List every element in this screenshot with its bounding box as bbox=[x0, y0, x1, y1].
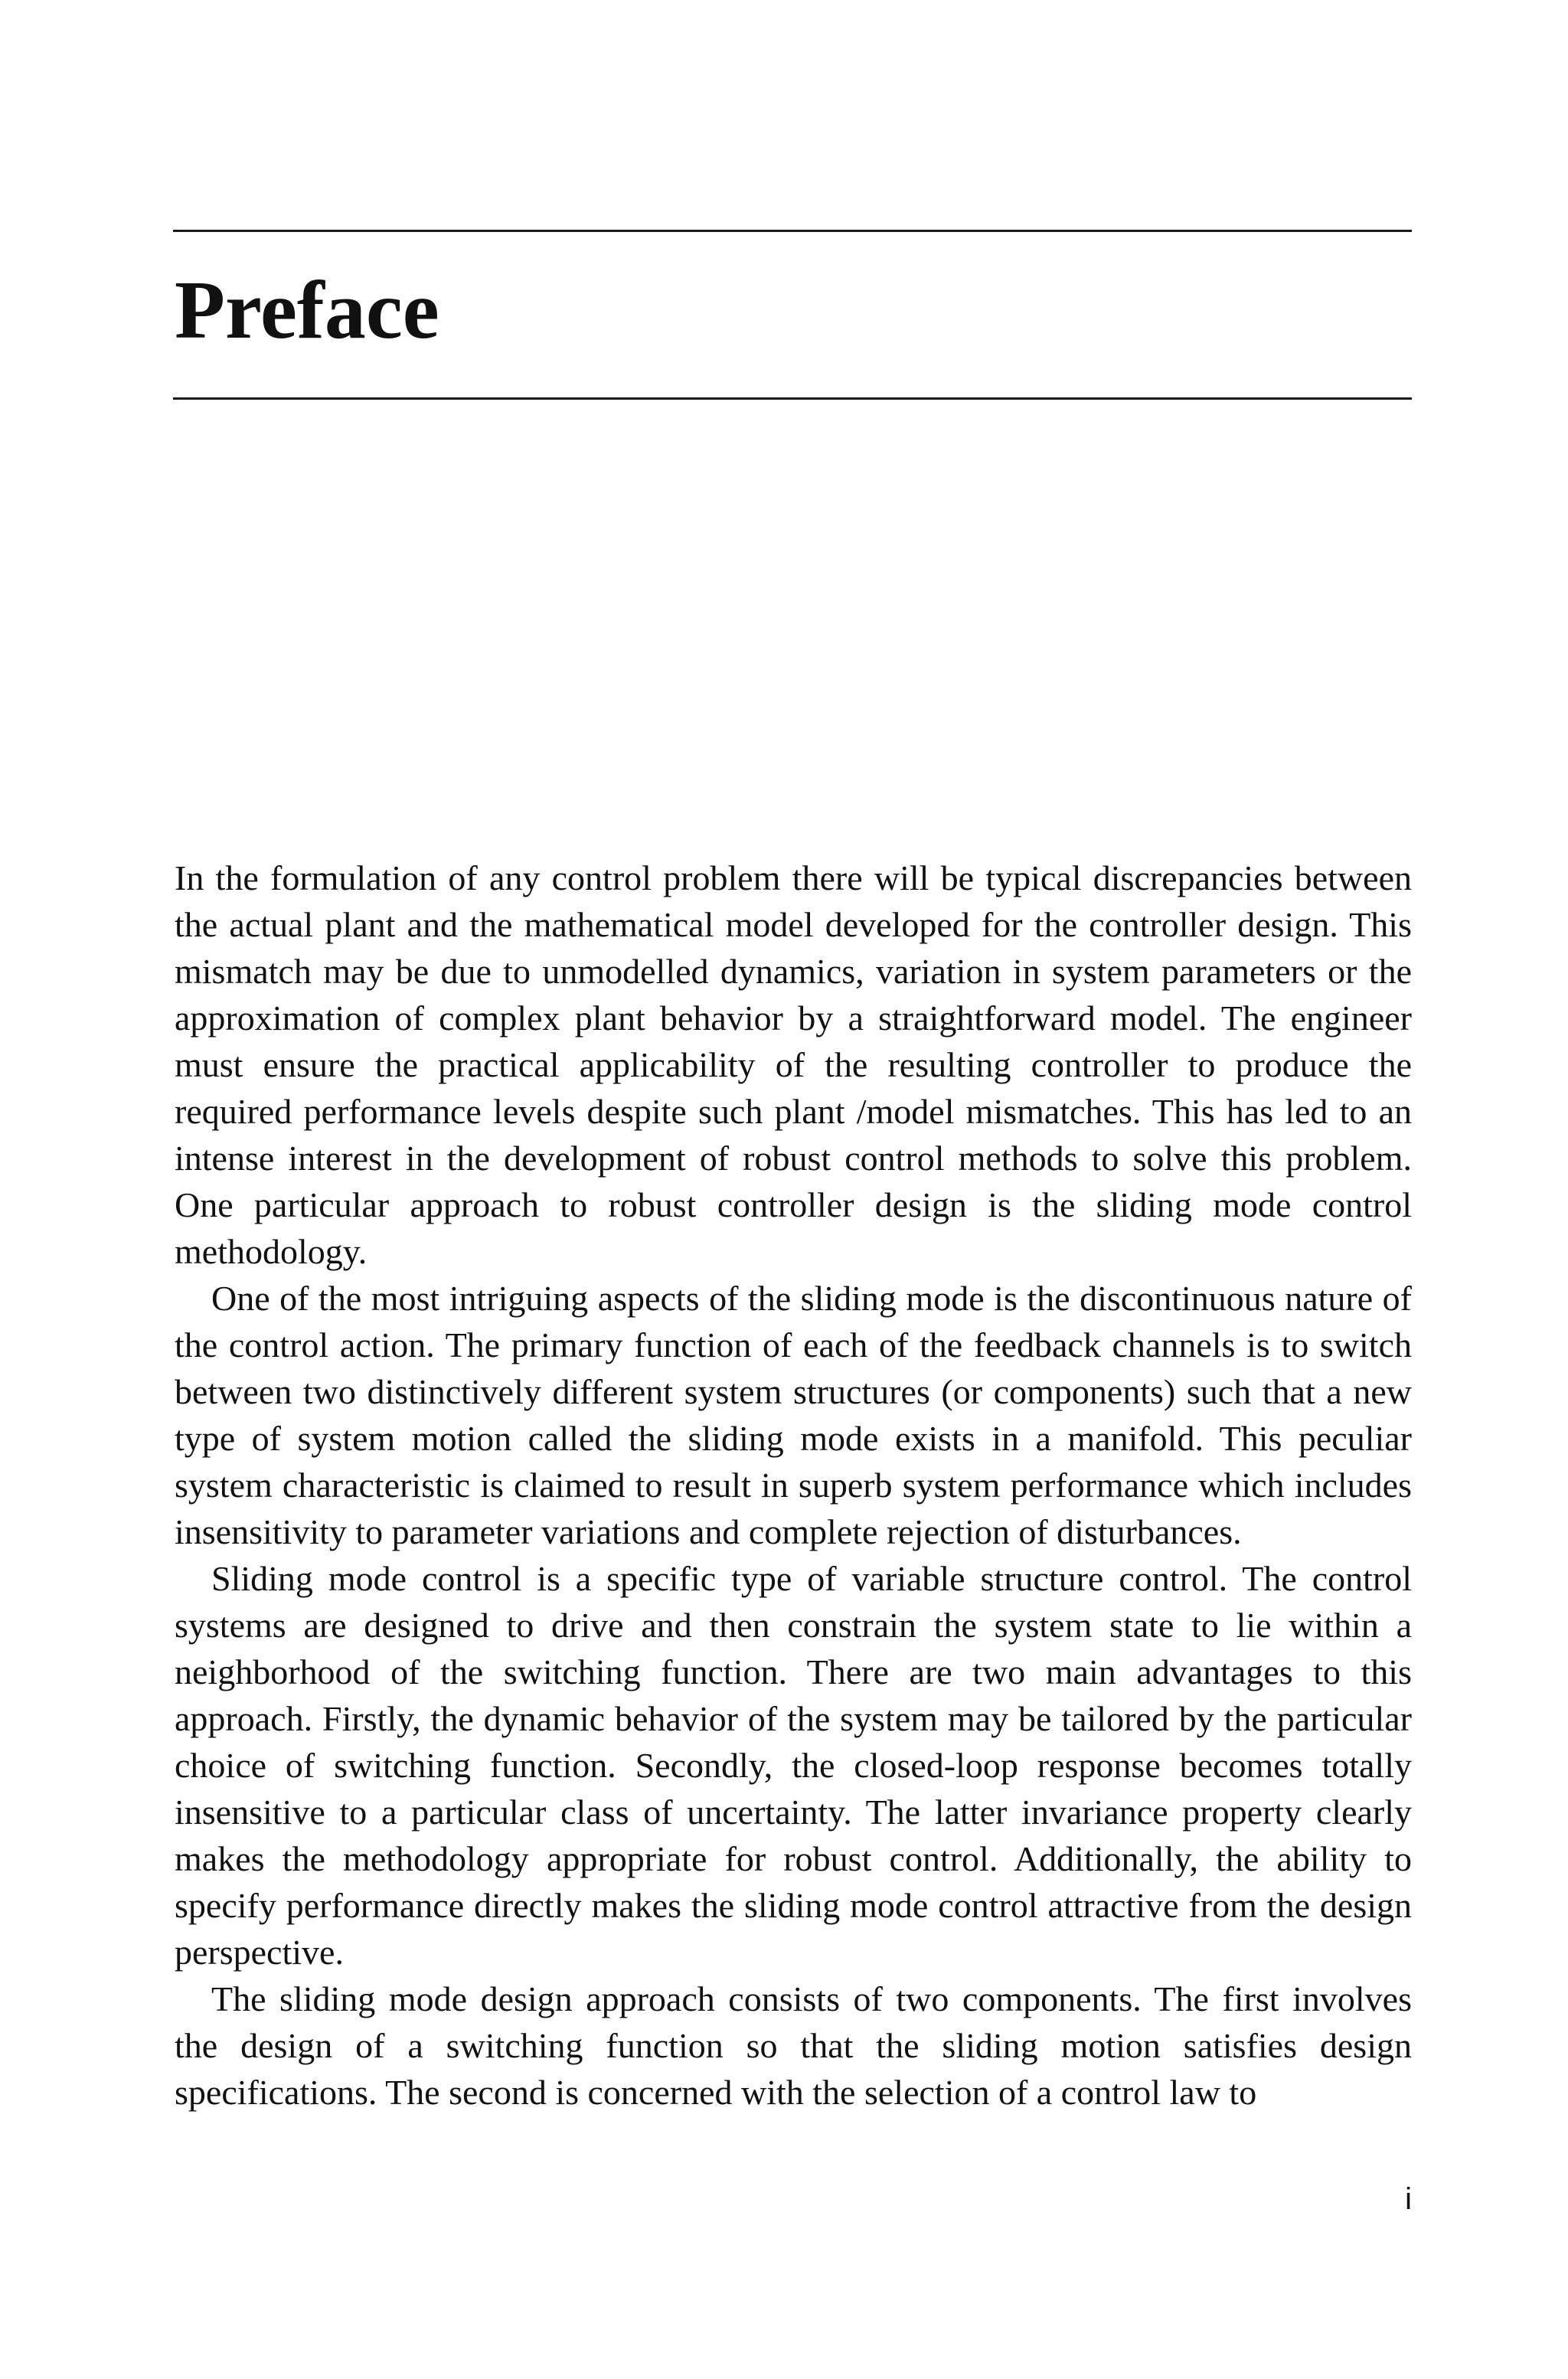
paragraph-1: In the formulation of any control problem there will be typical discrepancies between the actual plant and the mathematical model developed for the controller design. This mismatch may be due to unmodelled dynamics, variation in system parameters or the approximation of complex plant behavior by a straightforward model. The engineer must ensure the practical applicability of the resulting controller to produce the required performance levels despite such plant /model mismatches. This has led to an intense interest in the development of robust control methods to solve this problem. One particular approach to robust controller design is the sliding mode control methodology. bbox=[175, 858, 1412, 1271]
paragraph-4: The sliding mode design approach consists of two components. The first involves the design of a switching function so that the sliding motion satisfies design specifications. The second is concerned with the selection of a control law to bbox=[175, 1979, 1412, 2112]
title-rule-bottom bbox=[173, 397, 1412, 400]
page-title: Preface bbox=[175, 265, 439, 356]
paragraph-2: One of the most intriguing aspects of the sliding mode is the discontinuous nature of the control action. The primary function of each of the feedback channels is to switch between two distinctively different system structures (or components) such that a new type of system motion called the sliding mode exists in a manifold. This peculiar system characteristic is claimed to result in superb system performance which includes insensitivity to parameter variations and complete rejection of disturbances. bbox=[175, 1279, 1412, 1551]
paragraph-3: Sliding mode control is a specific type of variable structure control. The control systems are designed to drive and then constrain the system state to lie within a neighborhood of the switching function. There are two main advantages to this approach. Firstly, the dynamic behavior of the system may be tailored by the particular choice of switching function. Secondly, the closed-loop response becomes totally insensitive to a particular class of uncertainty. The latter invariance property clearly makes the methodology appropriate for robust control. Additionally, the ability to specify performance directly makes the sliding mode control attractive from the design perspective. bbox=[175, 1559, 1412, 1972]
page-number: i bbox=[1405, 2182, 1412, 2216]
preface-body bbox=[175, 855, 1412, 2116]
title-rule-top bbox=[173, 230, 1412, 232]
